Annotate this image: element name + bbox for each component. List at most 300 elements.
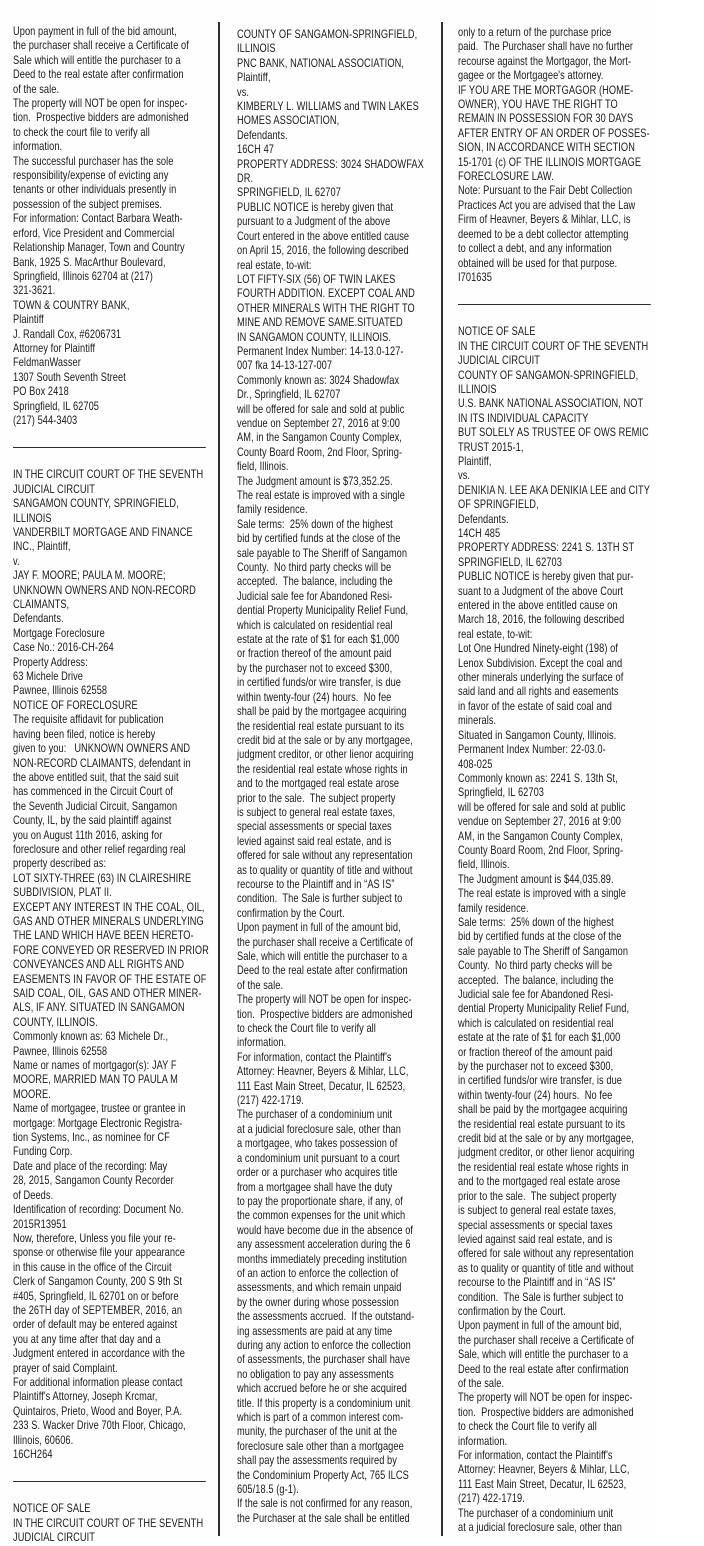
notice-divider <box>13 1481 206 1482</box>
notice-line: at a judicial foreclosure sale, other than <box>237 1122 401 1136</box>
notice-line: FORE CONVEYED OR RESERVED IN PRIOR <box>13 943 209 957</box>
notice-line: For information, contact the Plaintiff's <box>458 1449 613 1462</box>
notice-line: Lot One Hundred Ninety-eight (198) of <box>458 642 618 656</box>
notice-line: Upon payment in full of the amount bid, <box>237 921 401 935</box>
notice-line: vs. <box>458 469 471 483</box>
notice-line: to check the Court file to verify all <box>237 1022 376 1036</box>
notice-line: in certified funds/or wire transfer, is due <box>237 676 402 690</box>
notice-line: COUNTY OF SANGAMON-SPRINGFIELD, <box>237 28 418 41</box>
notice-line: the common expenses for the unit which <box>237 1209 406 1223</box>
notice-line: The Judgment amount is $44,035.89. <box>458 872 614 886</box>
notice-line: INC., Plaintiff, <box>13 540 71 554</box>
notice-line: the purchaser shall receive a Certificate of <box>237 935 413 949</box>
notice-line: SPRINGFIELD, IL 62703 <box>458 555 562 569</box>
notice-line: If the sale is not confirmed for any reason, <box>237 1497 413 1511</box>
notice-line: IF YOU ARE THE MORTGAGOR (HOME- <box>458 83 634 97</box>
notice-line: responsibility/expense of evicting any <box>13 169 169 183</box>
notice-line: which is part of a common interest com- <box>237 1411 404 1424</box>
notice-line: judgment creditor, or other lienor acquiring <box>458 1146 635 1160</box>
notice-line: judgment creditor, or other lienor acquiring <box>237 748 414 762</box>
notice-line: tenants or other individuals presently in <box>13 183 177 197</box>
notice-line: vs. <box>237 85 250 99</box>
notice-line: order or a purchaser who acquires title <box>237 1166 398 1180</box>
notice-line: (217) 422-1719. <box>237 1094 304 1108</box>
notice-line: estate at the rate of $1 for each $1,000 <box>458 1031 621 1045</box>
notice-line: MOORE. <box>13 1087 51 1101</box>
notice-line: the Condominium Property Act, 765 ILCS <box>237 1468 409 1482</box>
notice-line: foreclosure and other relief regarding real <box>13 842 186 856</box>
notice-line: prior to the sale. The subject property <box>237 791 396 805</box>
notice-line: PROPERTY ADDRESS: 2241 S. 13TH ST <box>458 541 635 555</box>
notice-line: or fraction thereof of the amount paid <box>458 1045 613 1059</box>
notice-line: Name of mortgagee, trustee or grantee in <box>13 1102 186 1116</box>
notice-text-block <box>458 325 652 1535</box>
notice-line: Attorney: Heavner, Beyers & Mihlar, LLC, <box>458 1463 630 1477</box>
notice-line: LOT SIXTY-THREE (63) IN CLAIRESHIRE <box>13 871 192 885</box>
notice-line: AM, in the Sangamon County Complex, <box>237 431 402 445</box>
notice-line: For information: Contact Barbara Weath- <box>13 212 183 226</box>
notice-line: PROPERTY ADDRESS: 3024 SHADOWFAX <box>237 157 424 171</box>
notice-line: prayer of said Complaint. <box>13 1361 118 1375</box>
notice-line: Upon payment in full of the bid amount, <box>13 25 177 38</box>
notice-line: Practices Act you are advised that the Law <box>458 198 636 212</box>
notice-line: PO Box 2418 <box>13 385 69 399</box>
notice-line: Firm of Heavner, Beyers & Mihlar, LLC, is <box>458 213 631 227</box>
notice-line: to check the Court file to verify all <box>458 1420 597 1434</box>
notice-line: The successful purchaser has the sole <box>13 154 174 168</box>
notice-line: credit bid at the sale or by any mortgagee, <box>458 1132 634 1146</box>
notice-line: paid. The Purchaser shall have no further <box>458 40 634 54</box>
notice-line: no obligation to pay any assessments <box>237 1367 394 1381</box>
notice-line: dential Property Municipality Relief Fund, <box>458 1002 630 1016</box>
notice-line: information. <box>13 140 63 154</box>
notice-line: Relationship Manager, Town and Country <box>13 241 185 255</box>
notice-line: Illinois, 60606. <box>13 1433 74 1447</box>
notice-line: and to the mortgaged real estate arose <box>237 777 400 791</box>
notice-line: of Deeds. <box>13 1188 54 1202</box>
notice-line: accepted. The balance, including the <box>458 973 614 987</box>
notice-line: shall pay the assessments required by <box>237 1454 397 1468</box>
notice-line: THE LAND WHICH HAVE BEEN HERETO- <box>13 929 194 943</box>
notice-line: IN SANGAMON COUNTY, ILLINOIS. <box>237 330 391 344</box>
notice-line: MOORE, MARRIED MAN TO PAULA M <box>13 1073 178 1087</box>
notice-line: Commonly known as: 63 Michele Dr., <box>13 1030 169 1044</box>
notice-line: 321-3621. <box>13 284 56 298</box>
notice-line: the 26TH day of SEPTEMBER, 2016, an <box>13 1303 183 1317</box>
notice-line: information. <box>458 1434 508 1448</box>
notice-line: the residential real estate pursuant to its <box>237 719 405 733</box>
notice-line: in this cause in the office of the Circuit <box>13 1260 172 1274</box>
notice-line: SAID COAL, OIL, GAS AND OTHER MINER- <box>13 987 202 1000</box>
notice-line: confirmation by the Court. <box>237 906 345 920</box>
notice-divider <box>458 304 651 305</box>
notice-line: For information, contact the Plaintiff's <box>237 1050 392 1064</box>
notice-line: Permanent Index Number: 14-13.0-127- <box>237 344 404 358</box>
notice-line: SANGAMON COUNTY, SPRINGFIELD, <box>13 497 179 511</box>
notice-line: PUBLIC NOTICE is hereby given that <box>237 200 394 214</box>
notice-line: GAS AND OTHER MINERALS UNDERLYING <box>13 914 204 928</box>
notice-line: County. No third party checks will be <box>458 959 613 973</box>
notice-line: County Board Room, 2nd Floor, Spring- <box>458 843 624 857</box>
notice-line: 16CH 47 <box>237 143 274 157</box>
notice-line: Identification of recording: Document No. <box>13 1203 184 1217</box>
notice-line: mortgage: Mortgage Electronic Registra- <box>13 1116 183 1130</box>
notice-line: Now, therefore, Unless you file your re- <box>13 1231 176 1245</box>
notice-line: by the purchaser not to exceed $300, <box>458 1060 614 1074</box>
notice-line: UNKNOWN OWNERS AND NON-RECORD <box>13 583 196 597</box>
notice-line: SPRINGFIELD, IL 62707 <box>237 186 341 200</box>
notice-line: has commenced in the Circuit Court of <box>13 785 173 799</box>
notice-line: will be offered for sale and sold at public <box>458 800 626 814</box>
notice-line: family residence. <box>237 503 308 517</box>
notice-line: v. <box>13 554 20 568</box>
notice-line: #405, Springfield, IL 62701 on or before <box>13 1289 179 1303</box>
notice-line: Note: Pursuant to the Fair Debt Collection <box>458 184 633 198</box>
notice-line: possession of the subject premises. <box>13 197 163 211</box>
notice-line: The purchaser of a condominium unit <box>458 1506 614 1520</box>
notice-line: to pay the proportionate share, if any, of <box>237 1194 403 1208</box>
notice-line: real estate, to-wit: <box>237 258 312 272</box>
notice-line: shall be paid by the mortgagee acquiring <box>237 705 407 719</box>
notice-line: credit bid at the sale or by any mortgagee, <box>237 733 413 747</box>
notice-line: the Purchaser at the sale shall be entitled <box>237 1511 410 1525</box>
notice-line: Springfield, IL 62703 <box>458 786 545 800</box>
notice-line: title. If this property is a condominium unit <box>237 1396 411 1410</box>
notice-line: within twenty-four (24) hours. No fee <box>237 690 392 704</box>
notice-line: COUNTY, ILLINOIS. <box>13 1015 98 1029</box>
notice-line: The Judgment amount is $73,352.25. <box>237 474 393 488</box>
notice-line: entered in the above entitled cause on <box>458 599 618 613</box>
notice-line: Deed to the real estate after confirmation <box>13 68 184 82</box>
notice-line: DENIKIA N. LEE AKA DENIKIA LEE and CITY <box>458 483 650 497</box>
notice-line: The property will NOT be open for inspec- <box>237 993 412 1007</box>
notice-line: TRUST 2015-1, <box>458 440 524 454</box>
notice-line: The property will NOT be open for inspec- <box>13 97 188 111</box>
notice-line: bid by certified funds at the close of the <box>458 930 622 944</box>
notice-line: ALS, IF ANY. SITUATED IN SANGAMON <box>13 1001 185 1015</box>
notice-line: recourse against the Mortgagor, the Mort- <box>458 54 632 68</box>
notice-line: County, IL, by the said plaintiff against <box>13 814 172 828</box>
notice-line: which is calculated on residential real <box>237 618 393 632</box>
notice-line: The real estate is improved with a single <box>458 887 626 901</box>
notice-line: Date and place of the recording: May <box>13 1159 168 1173</box>
notice-line: at a judicial foreclosure sale, other than <box>458 1521 622 1535</box>
notice-text-block <box>13 25 207 428</box>
notice-line: only to a return of the purchase price <box>458 26 612 39</box>
notice-line: Case No.: 2016-CH-264 <box>13 641 114 655</box>
notice-line: the assessments accrued. If the outstand- <box>237 1310 415 1324</box>
notice-line: ILLINOIS <box>13 511 52 525</box>
notice-line: special assessments or special taxes <box>237 820 392 834</box>
notice-line: Springfield, Illinois 62704 at (217) <box>13 269 153 283</box>
notice-text-block <box>237 28 431 1526</box>
notice-line: recourse to the Plaintiff and in “AS IS” <box>458 1276 616 1290</box>
notice-line: The purchaser of a condominium unit <box>237 1108 393 1122</box>
notice-line: SION, IN ACCORDANCE WITH SECTION <box>458 141 635 155</box>
notice-line: AM, in the Sangamon County Complex, <box>458 829 623 843</box>
notice-line: COUNTY OF SANGAMON-SPRINGFIELD, <box>458 368 639 382</box>
notice-line: Springfield, IL 62705 <box>13 399 100 413</box>
notice-line: TOWN & COUNTRY BANK, <box>13 298 130 312</box>
notice-line: you on August 11th 2016, asking for <box>13 828 163 842</box>
notice-line: other minerals underlying the surface of <box>458 671 624 685</box>
notice-line: BUT SOLELY AS TRUSTEE OF OWS REMIC <box>458 426 649 440</box>
notice-line: of the sale. <box>237 978 284 992</box>
notice-line: KIMBERLY L. WILLIAMS and TWIN LAKES <box>237 100 419 114</box>
notice-line: Deed to the real estate after confirmation <box>458 1362 629 1376</box>
notice-line: PNC BANK, NATIONAL ASSOCIATION, <box>237 56 404 70</box>
notice-line: County Board Room, 2nd Floor, Spring- <box>237 445 403 459</box>
notice-line: munity, the purchaser of the unit at the <box>237 1425 398 1439</box>
notice-line: minerals. <box>458 714 497 728</box>
notice-line: Plaintiff's Attorney, Joseph Krcmar, <box>13 1390 158 1404</box>
notice-line: EASEMENTS IN FAVOR OF THE ESTATE OF <box>13 972 207 986</box>
notice-text-block <box>13 468 207 1462</box>
notice-line: 15-1701 (c) OF THE ILLINOIS MORTGAGE <box>458 155 642 169</box>
notice-line: Permanent Index Number: 22-03.0- <box>458 743 606 757</box>
notice-line: special assessments or special taxes <box>458 1218 613 1232</box>
notice-line: 408-025 <box>458 757 493 771</box>
notice-line: of an action to enforce the collection of <box>237 1266 399 1280</box>
notice-line: which accrued before he or she acquired <box>237 1382 407 1396</box>
notice-line: field, Illinois. <box>458 858 510 872</box>
notice-line: foreclosure sale other than a mortgagee <box>237 1439 404 1453</box>
notice-line: EXCEPT ANY INTEREST IN THE COAL, OIL, <box>13 900 205 914</box>
notice-line: County. No third party checks will be <box>237 561 392 575</box>
notice-line: JUDICIAL CIRCUIT <box>458 354 540 368</box>
notice-line: offered for sale without any representation <box>237 849 413 863</box>
notice-line: IN THE CIRCUIT COURT OF THE SEVENTH <box>458 339 649 353</box>
notice-line: IN ITS INDIVIDUAL CAPACITY <box>458 411 589 425</box>
notice-line: CONVEYANCES AND ALL RIGHTS AND <box>13 958 185 972</box>
notice-line: during any action to enforce the collection <box>237 1338 411 1352</box>
notice-line: sale payable to The Sheriff of Sangamon <box>458 944 629 958</box>
notice-line: sponse or otherwise file your appearance <box>13 1246 186 1260</box>
notice-line: Defendants. <box>237 128 288 142</box>
notice-line: shall be paid by the mortgagee acquiring <box>458 1103 628 1117</box>
notice-line: U.S. BANK NATIONAL ASSOCIATION, NOT <box>458 397 644 411</box>
notice-line: FOURTH ADDITION. EXCEPT COAL AND <box>237 287 415 301</box>
notice-line: the Seventh Judicial Circuit, Sangamon <box>13 799 178 813</box>
notice-line: said land and all rights and easements <box>458 685 619 699</box>
notice-line: the purchaser shall receive a Certificate of <box>458 1333 634 1347</box>
notice-line: any assessment acceleration during the 6 <box>237 1238 411 1252</box>
notice-line: is subject to general real estate taxes, <box>458 1204 617 1218</box>
notice-line: Lenox Subdivision. Except the coal and <box>458 656 623 670</box>
notice-line: Commonly known as: 3024 Shadowfax <box>237 373 400 387</box>
notice-line: to collect a debt, and any information <box>458 242 612 256</box>
notice-line: Judicial sale fee for Abandoned Resi- <box>237 589 393 603</box>
notice-line: JAY F. MOORE; PAULA M. MOORE; <box>13 569 166 583</box>
notice-line: will be offered for sale and sold at public <box>237 402 405 416</box>
notice-line: as to quality or quantity of title and without <box>458 1261 634 1275</box>
notice-line: 1307 South Seventh Street <box>13 370 126 384</box>
column-2 <box>237 0 483 1526</box>
notice-line: levied against said real estate, and is <box>237 834 392 848</box>
notice-line: NOTICE OF SALE <box>458 325 536 339</box>
notice-line: 14CH 485 <box>458 527 501 540</box>
notice-line: J. Randall Cox, #6206731 <box>13 327 122 341</box>
notice-text-block <box>13 1502 207 1545</box>
notice-text-block <box>458 26 652 285</box>
notice-line: The property will NOT be open for inspec- <box>458 1391 633 1405</box>
notice-line: as to quality or quantity of title and without <box>237 863 413 877</box>
notice-line: ILLINOIS <box>237 42 276 56</box>
notice-line: information. <box>237 1036 287 1050</box>
notice-line: months immediately preceding institution <box>237 1252 407 1266</box>
notice-line: 2015R13951 <box>13 1217 67 1231</box>
notice-line: 007 fka 14-13-127-007 <box>237 359 333 373</box>
notice-line: would have become due in the absence of <box>237 1223 414 1237</box>
notice-line: Plaintiff, <box>237 71 271 85</box>
notice-line: tion. Prospective bidders are admonished <box>237 1007 413 1021</box>
notice-line: Sale which will entitle the purchaser to a <box>13 53 181 67</box>
notice-line: Judicial sale fee for Abandoned Resi- <box>458 988 614 1001</box>
notice-line: Bank, 1925 S. MacArthur Boulevard, <box>13 255 166 269</box>
notice-line: order of default may be entered against <box>13 1318 178 1332</box>
notice-line: by the owner during whose possession <box>237 1295 399 1309</box>
notice-line: Plaintiff <box>13 313 44 327</box>
notice-line: Attorney for Plaintiff <box>13 341 96 355</box>
notice-line: recourse to the Plaintiff and in “AS IS” <box>237 877 395 891</box>
notice-line: REMAIN IN POSSESSION FOR 30 DAYS <box>458 112 634 126</box>
column-2-content <box>237 28 431 1526</box>
notice-line: gagee or the Mortgagee's attorney. <box>458 69 604 83</box>
notice-line: JUDICIAL CIRCUIT <box>13 482 95 496</box>
notice-line: condition. The Sale is further subject to <box>458 1290 624 1304</box>
notice-line: the residential real estate whose rights in <box>237 762 408 776</box>
notice-line: pursuant to a Judgment of the above <box>237 215 391 229</box>
notice-line: of the sale. <box>13 82 60 96</box>
notice-line: Commonly known as: 2241 S. 13th St, <box>458 771 618 785</box>
notice-line: within twenty-four (24) hours. No fee <box>458 1088 613 1102</box>
notice-line: OF SPRINGFIELD, <box>458 498 539 512</box>
notice-line: Defendants. <box>13 612 64 626</box>
notice-line: (217) 544-3403 <box>13 413 78 427</box>
notice-line: field, Illinois. <box>237 460 289 474</box>
notice-line: the residential real estate pursuant to its <box>458 1117 626 1131</box>
notice-line: of the sale. <box>458 1376 505 1390</box>
notice-line: obtained will be used for that purpose. <box>458 256 618 270</box>
notice-line: DR. <box>237 172 254 186</box>
notice-line: to check the court file to verify all <box>13 125 150 139</box>
notice-line: prior to the sale. The subject property <box>458 1189 617 1203</box>
notice-line: AFTER ENTRY OF AN ORDER OF POSSES- <box>458 126 650 140</box>
notice-line: sale payable to The Sheriff of Sangamon <box>237 546 408 560</box>
notice-line: 63 Michele Drive <box>13 670 84 684</box>
notice-line: Attorney: Heavner, Beyers & Mihlar, LLC, <box>237 1065 409 1079</box>
notice-line: real estate, to-wit: <box>458 627 533 641</box>
notice-line: MINE AND REMOVE SAME.SITUATED <box>237 316 403 330</box>
notice-line: condition. The Sale is further subject to <box>237 892 403 906</box>
notice-line: 111 East Main Street, Decatur, IL 62523, <box>237 1079 406 1093</box>
notice-line: FeldmanWasser <box>13 356 81 370</box>
notice-line: or fraction thereof of the amount paid <box>237 647 392 661</box>
notice-line: Sale terms: 25% down of the highest <box>458 915 614 929</box>
notice-line: vendue on September 27, 2016 at 9:00 <box>237 416 401 430</box>
notice-line: VANDERBILT MORTGAGE AND FINANCE <box>13 526 193 539</box>
notice-line: property described as: <box>13 857 107 871</box>
notice-line: given to you: UNKNOWN OWNERS AND <box>13 742 191 756</box>
notice-line: LOT FIFTY-SIX (56) OF TWIN LAKES <box>237 272 396 286</box>
notice-divider <box>13 447 206 448</box>
notice-line: of assessments, the purchaser shall have <box>237 1353 411 1367</box>
notice-line: Pawnee, Illinois 62558 <box>13 684 108 698</box>
notice-line: having been filed, notice is hereby <box>13 727 156 741</box>
notice-line: 111 East Main Street, Decatur, IL 62523, <box>458 1477 627 1491</box>
notice-line: Situated in Sangamon County, Illinois. <box>458 728 617 742</box>
notice-line: a condominium unit pursuant to a court <box>237 1151 400 1165</box>
notice-line: dential Property Municipality Relief Fund, <box>237 604 409 618</box>
notice-line: HOMES ASSOCIATION, <box>237 114 340 128</box>
notice-line: Quintairos, Prieto, Wood and Boyer, P.A. <box>13 1404 183 1418</box>
notice-line: confirmation by the Court. <box>458 1304 566 1318</box>
notice-line: tion Systems, Inc., as nominee for CF <box>13 1131 170 1145</box>
notice-line: OTHER MINERALS WITH THE RIGHT TO <box>237 301 415 315</box>
notice-line: SUBDIVISION, PLAT II. <box>13 886 112 900</box>
notice-line: IN THE CIRCUIT COURT OF THE SEVENTH <box>13 1516 204 1530</box>
notice-line: erford, Vice President and Commercial <box>13 226 175 240</box>
notice-line: IN THE CIRCUIT COURT OF THE SEVENTH <box>13 468 204 482</box>
notice-line: Mortgage Foreclosure <box>13 626 105 640</box>
notice-line: Defendants. <box>458 512 509 526</box>
notice-line: 605/18.5 (g-1). <box>237 1483 299 1497</box>
notice-line: Plaintiff, <box>458 454 492 468</box>
notice-line: OWNER), YOU HAVE THE RIGHT TO <box>458 98 618 112</box>
notice-line: Upon payment in full of the amount bid, <box>458 1319 622 1333</box>
notice-line: Property Address: <box>13 655 88 669</box>
notice-line: the above entitled suit, that the said suit <box>13 770 179 784</box>
notice-line: (217) 422-1719. <box>458 1492 525 1506</box>
notice-line: PUBLIC NOTICE is hereby given that pur- <box>458 570 634 584</box>
notice-line: a mortgagee, who takes possession of <box>237 1137 398 1151</box>
notice-line: vendue on September 27, 2016 at 9:00 <box>458 815 622 829</box>
notice-line: suant to a Judgment of the above Court <box>458 584 624 598</box>
notice-line: 16CH264 <box>13 1448 53 1461</box>
notice-line: levied against said real estate, and is <box>458 1232 613 1246</box>
notice-line: tion. Prospective bidders are admonished <box>13 111 189 125</box>
column-3 <box>458 0 704 1535</box>
notice-line: March 18, 2016, the following described <box>458 613 625 627</box>
notice-line: NOTICE OF SALE <box>13 1502 91 1516</box>
notice-line: Deed to the real estate after confirmation <box>237 964 408 978</box>
notice-line: Name or names of mortgagor(s): JAY F <box>13 1059 177 1073</box>
notice-line: in certified funds/or wire transfer, is due <box>458 1074 623 1088</box>
notice-line: Sale, which will entitle the purchaser to a <box>458 1348 629 1362</box>
notice-line: from a mortgagee shall have the duty <box>237 1180 393 1194</box>
notice-line: Clerk of Sangamon County, 200 S 9th St <box>13 1275 183 1289</box>
notice-line: Dr., Springfield, IL 62707 <box>237 388 341 402</box>
notice-line: Funding Corp. <box>13 1145 73 1159</box>
notice-line: FORECLOSURE LAW. <box>458 170 554 184</box>
notice-line: ing assessments are paid at any time <box>237 1324 393 1338</box>
notice-line: the purchaser shall receive a Certificate of <box>13 39 189 53</box>
notice-line: bid by certified funds at the close of the <box>237 532 401 546</box>
notice-line: NOTICE OF FORECLOSURE <box>13 698 138 712</box>
column-1 <box>13 0 259 1546</box>
notice-line: estate at the rate of $1 for each $1,000 <box>237 633 400 647</box>
notice-line: JUDICIAL CIRCUIT <box>13 1531 95 1545</box>
notice-line: on April 15, 2016, the following described <box>237 244 409 258</box>
notice-line: 28, 2015, Sangamon County Recorder <box>13 1174 174 1188</box>
notice-line: you at any time after that day and a <box>13 1332 161 1346</box>
notice-line: and to the mortgaged real estate arose <box>458 1175 621 1189</box>
notice-line: For additional information please contact <box>13 1375 183 1389</box>
notice-line: the residential real estate whose rights in <box>458 1160 629 1174</box>
column-3-content <box>458 26 652 1535</box>
notice-line: accepted. The balance, including the <box>237 575 393 589</box>
notice-line: Judgment entered in accordance with the <box>13 1347 185 1361</box>
